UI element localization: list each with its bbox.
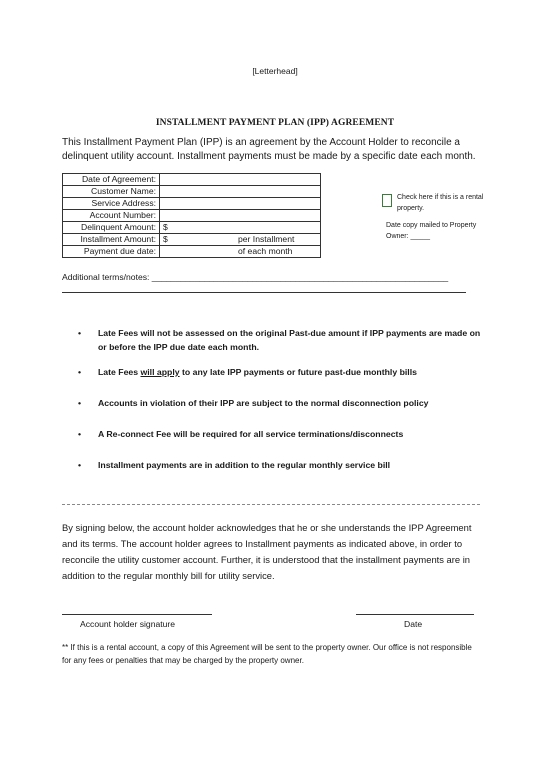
date-line[interactable]: [356, 614, 474, 615]
rental-property-checkbox[interactable]: [382, 194, 392, 207]
bullet-text: Installment payments are in addition to the regular monthly service bill: [98, 460, 391, 470]
table-row: [63, 222, 321, 234]
footnote: ** If this is a rental account, a copy of this Agreement will be sent to the property owner. Our office is not responsible for any fees or penalties that may be charged by the property owner.: [62, 643, 472, 665]
additional-terms-label[interactable]: Additional terms/notes: ______________________________________________________________: [62, 272, 449, 282]
bullet-icon: •: [78, 367, 82, 377]
date-label: Date: [404, 619, 423, 629]
bullet-text-underlined: will apply: [140, 367, 180, 377]
account-number-field[interactable]: [160, 210, 321, 222]
table-row: [63, 234, 321, 246]
rental-property-label: Check here if this is a rental property.: [397, 194, 484, 212]
table-row: [63, 246, 321, 258]
payment-due-date-field[interactable]: [160, 246, 321, 258]
installment-amount-field[interactable]: [160, 234, 321, 246]
signing-paragraph: By signing below, the account holder acknowledges that he or she understands the IPP Agreement and its terms. The account holder agrees to Installment payments as indicated above, in order to reconcile the utility customer account. Further, it is understood that the installment payments are in addition to the regular monthly bill for utility service.: [62, 522, 472, 581]
terms-blank-line[interactable]: [62, 292, 466, 294]
installment-amount-label: Installment Amount:: [63, 234, 160, 246]
list-item: [78, 365, 488, 379]
bullet-text-suffix: to any late IPP payments or future past-due monthly bills: [179, 367, 417, 377]
customer-name-label: Customer Name:: [63, 186, 160, 198]
dollar-sign: $: [163, 234, 168, 244]
letterhead: [Letterhead]: [252, 66, 298, 76]
signature-label: Account holder signature: [80, 619, 176, 629]
date-of-agreement-label: Date of Agreement:: [63, 174, 160, 186]
bullet-text: A Re-connect Fee will be required for all service terminations/disconnects: [98, 429, 404, 439]
table-row: [63, 174, 321, 186]
dollar-sign: $: [163, 222, 168, 232]
list-item: [78, 458, 488, 472]
delinquent-amount-field[interactable]: [160, 222, 321, 234]
list-item: [78, 326, 488, 354]
service-address-field[interactable]: [160, 198, 321, 210]
table-row: [63, 186, 321, 198]
terms-bullet-list: [78, 326, 488, 472]
per-installment-text: per Installment: [238, 234, 295, 244]
bullet-icon: •: [78, 398, 82, 408]
payment-due-date-label: Payment due date:: [63, 246, 160, 258]
table-row: [63, 210, 321, 222]
bullet-icon: •: [78, 460, 82, 470]
bullet-text: Late Fees will not be assessed on the original Past-due amount if IPP payments are made on or before the IPP due date each month.: [98, 328, 481, 352]
dashed-divider: [62, 504, 480, 505]
signature-line[interactable]: [62, 614, 212, 615]
date-mailed-note: Date copy mailed to Property Owner: _____: [386, 222, 477, 240]
page-title: INSTALLMENT PAYMENT PLAN (IPP) AGREEMENT: [155, 118, 395, 128]
delinquent-amount-label: Delinquent Amount:: [63, 222, 160, 234]
list-item: [78, 396, 488, 410]
list-item: [78, 427, 488, 441]
customer-name-field[interactable]: [160, 186, 321, 198]
bullet-icon: •: [78, 429, 82, 439]
of-each-month-text: of each month: [238, 246, 293, 256]
table-row: [63, 198, 321, 210]
service-address-label: Service Address:: [63, 198, 160, 210]
intro-paragraph: This Installment Payment Plan (IPP) is an agreement by the Account Holder to reconcile a delinquent utility account. Installment payments must be made by a specific date each month.: [62, 137, 476, 162]
bullet-icon: •: [78, 328, 82, 338]
date-of-agreement-field[interactable]: [160, 174, 321, 186]
bullet-text-prefix: Late Fees: [98, 367, 141, 377]
agreement-info-table: [62, 173, 321, 258]
account-number-label: Account Number:: [63, 210, 160, 222]
bullet-text: Accounts in violation of their IPP are subject to the normal disconnection policy: [98, 398, 429, 408]
